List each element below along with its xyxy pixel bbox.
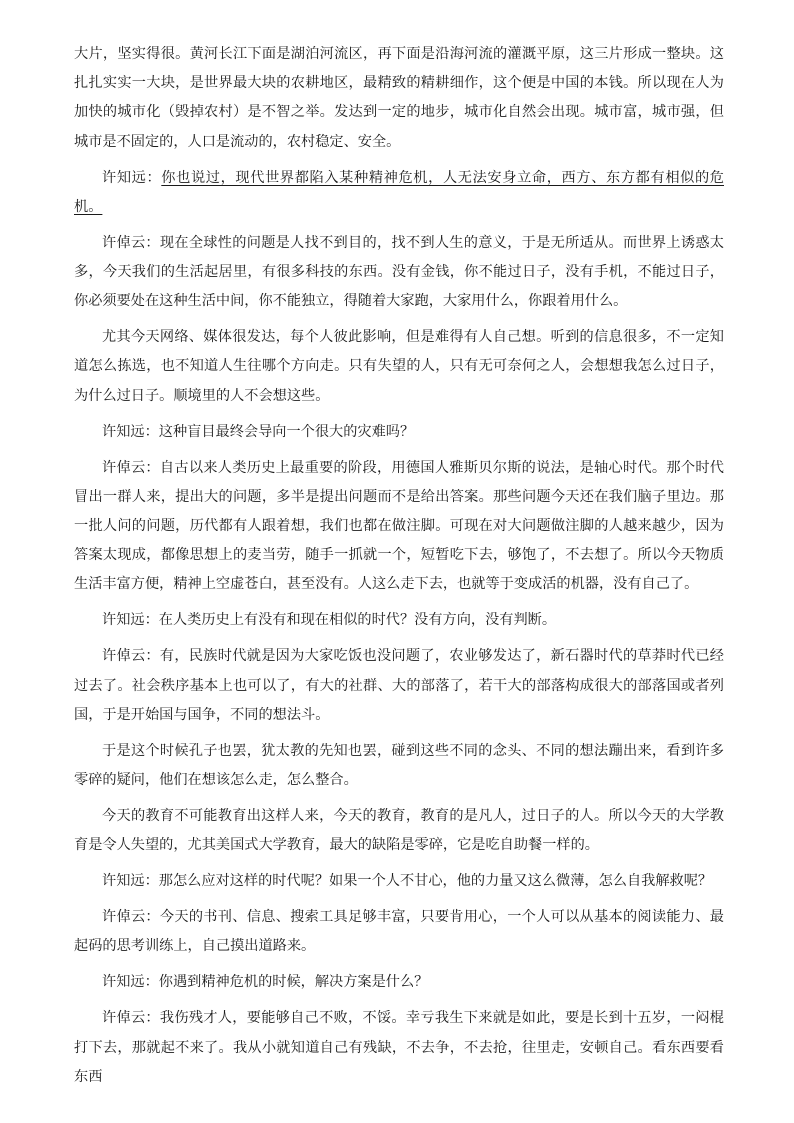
paragraph-text: 在人类历史上有没有和现在相似的时代？没有方向，没有判断。 bbox=[158, 612, 557, 629]
paragraph-12 bbox=[74, 903, 724, 961]
paragraph-1 bbox=[74, 40, 724, 157]
speaker-label: 许知远： bbox=[102, 873, 159, 890]
paragraph-5 bbox=[74, 418, 724, 447]
paragraph-text: 这种盲目最终会导向一个很大的灾难吗？ bbox=[158, 423, 415, 440]
speaker-label: 许倬云： bbox=[102, 1010, 160, 1027]
paragraph-2 bbox=[74, 164, 724, 222]
paragraph-3 bbox=[74, 229, 724, 317]
paragraph-13 bbox=[74, 968, 724, 997]
paragraph-text: 尤其今天网络、媒体很发达，每个人彼此影响，但是难得有人自己想。听到的信息很多，不一定知道怎么拣选，也不知道人生往哪个方向走。只有失望的人，只有无可奈何之人，会想想我怎么过日子，为什么过日子。顺境里的人不会想这些。 bbox=[74, 329, 724, 404]
speaker-label: 许倬云： bbox=[102, 648, 160, 665]
paragraph-6 bbox=[74, 454, 724, 600]
paragraph-text: 自古以来人类历史上最重要的阶段，用德国人雅斯贝尔斯的说法，是轴心时代。那个时代冒出一群人来，提出大的问题，多半是提出问题而不是给出答案。那些问题今天还在我们脑子里边。那一批人问的问题，历代都有人跟着想，我们也都在做注脚。可现在对大问题做注脚的人越来越少，因为答案太现成，都像思想上的麦当劳，随手一抓就一个，短暂吃下去，够饱了，不去想了。所以今天物质生活丰富方便，精神上空虚苍白，甚至没有。人这么走下去，也就等于变成活的机器，没有自己了。 bbox=[74, 459, 724, 593]
paragraph-text: 今天的教育不可能教育出这样人来，今天的教育，教育的是凡人，过日子的人。所以今天的大学教育是令人失望的，尤其美国式大学教育，最大的缺陷是零碎，它是吃自助餐一样的。 bbox=[74, 808, 724, 854]
paragraph-11 bbox=[74, 867, 724, 896]
paragraph-10 bbox=[74, 802, 724, 860]
paragraph-7 bbox=[74, 606, 724, 635]
paragraph-9 bbox=[74, 737, 724, 795]
paragraph-text: 大片，坚实得很。黄河长江下面是湖泊河流区，再下面是沿海河流的灌溉平原，这三片形成一整块。这扎扎实实一大块，是世界最大块的农耕地区，最精致的精耕细作，这个便是中国的本钱。所以现在人为加快的城市化（毁掉农村）是不智之举。发达到一定的地步，城市化自然会出现。城市富，城市强，但城市是不固定的，人口是流动的，农村稳定、安全。 bbox=[74, 46, 724, 150]
speaker-label: 许倬云： bbox=[102, 909, 160, 926]
paragraph-text: 那怎么应对这样的时代呢？如果一个人不甘心，他的力量又这么微薄，怎么自我解救呢？ bbox=[158, 873, 713, 890]
paragraph-text: 我伤残才人，要能够自己不败，不馁。幸亏我生下来就是如此，要是长到十五岁，一闷棍打下去，那就起不来了。我从小就知道自己有残缺，不去争，不去抢，往里走，安顿自己。看东西要看东西 bbox=[74, 1010, 724, 1085]
speaker-label: 许知远： bbox=[102, 612, 159, 629]
paragraph-text: 现在全球性的问题是人找不到目的，找不到人生的意义，于是无所适从。而世界上诱惑太多，今天我们的生活起居里，有很多科技的东西。没有金钱，你不能过日子，没有手机，不能过日子，你必须要处在这种生活中间，你不能独立，得随着大家跑，大家用什么，你跟着用什么。 bbox=[74, 234, 724, 310]
paragraph-4 bbox=[74, 323, 724, 411]
speaker-label: 许知远： bbox=[102, 974, 159, 991]
paragraph-text: 你遇到精神危机的时候，解决方案是什么？ bbox=[158, 974, 429, 991]
paragraph-text: 于是这个时候孔子也罢，犹太教的先知也罢，碰到这些不同的念头、不同的想法蹦出来，看到许多零碎的疑问，他们在想该怎么走，怎么整合。 bbox=[74, 742, 724, 789]
paragraph-text: 今天的书刊、信息、搜索工具足够丰富，只要肯用心，一个人可以从基本的阅读能力、最起码的思考训练上，自己摸出道路来。 bbox=[74, 909, 724, 955]
paragraph-8 bbox=[74, 642, 724, 730]
speaker-label: 许倬云： bbox=[102, 234, 160, 251]
speaker-label: 许知远： bbox=[102, 169, 162, 186]
speaker-label: 许倬云： bbox=[102, 459, 160, 476]
paragraph-14 bbox=[74, 1004, 724, 1092]
speaker-label: 许知远： bbox=[102, 423, 159, 440]
document-page bbox=[74, 40, 724, 1099]
underlined-text: 你也说过，现代世界都陷入某种精神危机，人无法安身立命，西方、东方都有相似的危机。 bbox=[74, 169, 724, 215]
paragraph-text: 有，民族时代就是因为大家吃饭也没问题了，农业够发达了，新石器时代的草莽时代已经过去了。社会秩序基本上也可以了，有大的社群、大的部落了，若干大的部落构成很大的部落国或者列国，于是开始国与国争，不同的想法斗。 bbox=[74, 648, 724, 723]
